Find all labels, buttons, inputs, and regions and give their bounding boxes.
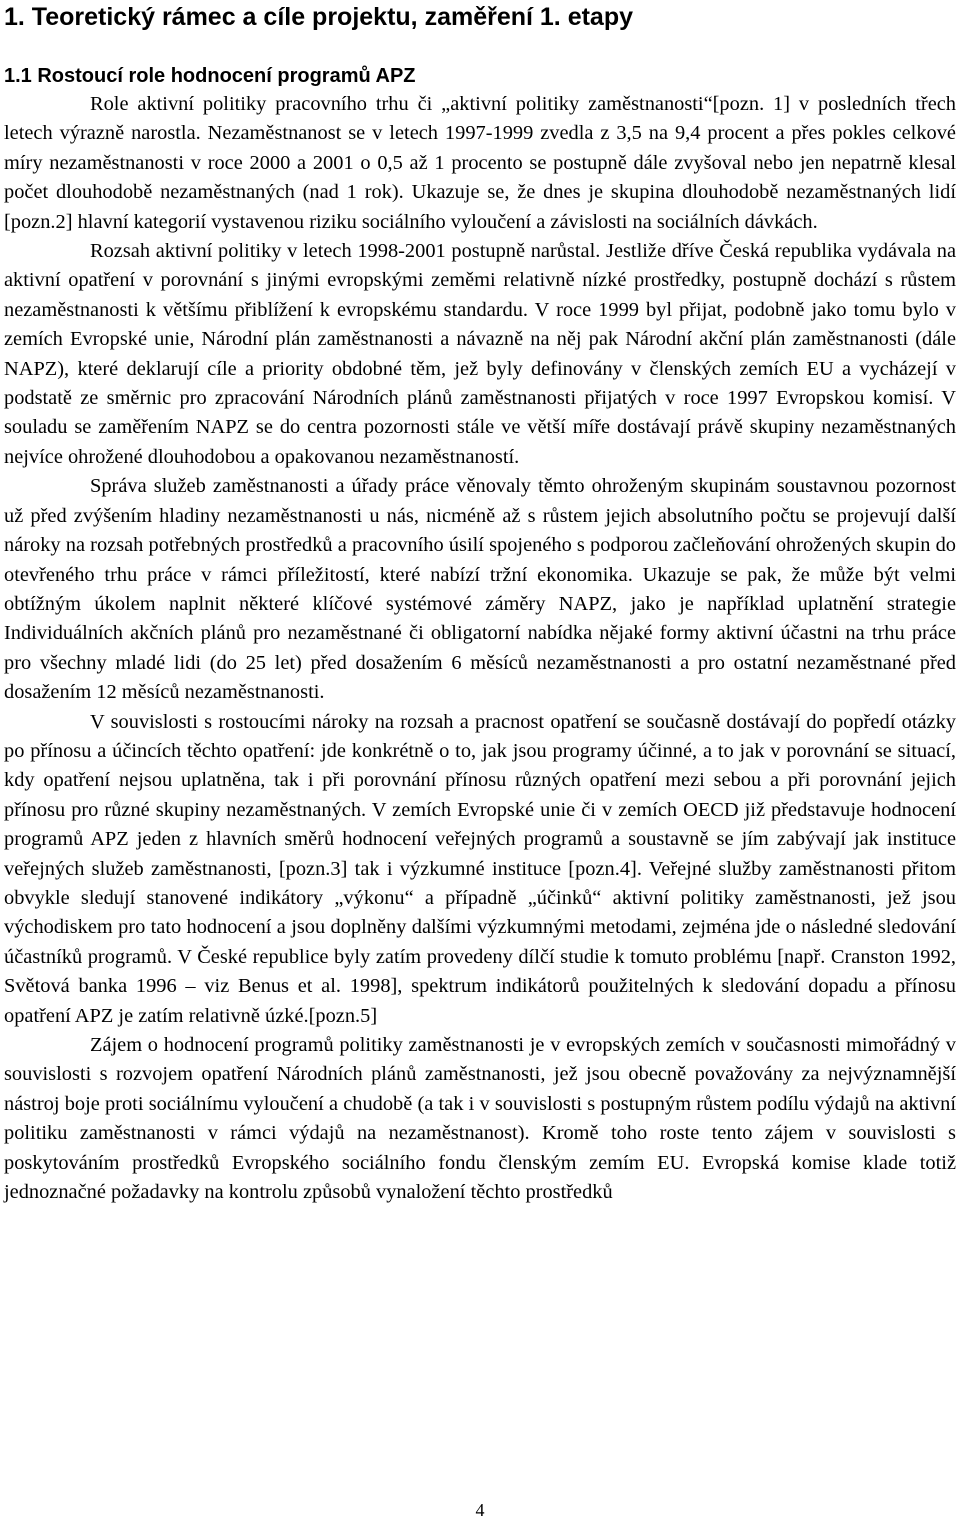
paragraph-1: Role aktivní politiky pracovního trhu či „aktivní politiky zaměstnanosti“[pozn. 1] v posledních třech letech výrazně narostla. Nezaměstnanost se v letech 1997-1999 zvedla z 3,5 na 9,4 procent a přes pokles celkové míry nezaměstnanosti v roce 2000 a 2001 o 0,5 až 1 procento se postupně dále zvyšoval nebo jen nepatrně klesal počet dlouhodobě nezaměstnaných (nad 1 rok). Ukazuje se, že dnes je skupina dlouhodobě nezaměstnaných lidí [pozn.2] hlavní kategorií vystavenou riziku sociálního vyloučení a závislosti na sociálních dávkách. xyxy=(4,93,956,233)
chapter-heading: 1. Teoretický rámec a cíle projektu, zaměření 1. etapy xyxy=(4,3,634,31)
document-page xyxy=(4,0,956,1207)
paragraph-3: Správa služeb zaměstnanosti a úřady práce věnovaly těmto ohroženým skupinám soustavnou pozornost už před zvýšením hladiny nezaměstnanosti u nás, nicméně až s růstem jejich absolutního počtu se projevují další nároky na rozsah potřebných prostředků a pracovního úsilí spojeného s podporou začleňování ohrožených skupin do otevřeného trhu práce v rámci příležitostí, které nabízí tržní ekonomika. Ukazuje se pak, že může být velmi obtížným úkolem naplnit některé klíčové systémové záměry NAPZ, jako je například uplatnění strategie Individuálních akčních plánů pro nezaměstnané či obligatorní nabídka nějaké formy aktivní účastni na trhu práce pro všechny mladé lidi (do 25 let) před dosažením 6 měsíců nezaměstnanosti a pro ostatní nezaměstnané před dosažením 12 měsíců nezaměstnanosti. xyxy=(4,475,956,704)
paragraph-2: Rozsah aktivní politiky v letech 1998-2001 postupně narůstal. Jestliže dříve Česká republika vydávala na aktivní opatření v porovnání s jinými evropskými zeměmi relativně nízké prostředky, postupně dochází s růstem nezaměstnanosti k většímu přiblížení k evropskému standardu. V roce 1999 byl přijat, podobně jako tomu bylo v zemích Evropské unie, Národní plán zaměstnanosti a návazně na něj pak Národní akční plán zaměstnanosti (dále NAPZ), které deklarují cíle a priority obdobné těm, jež byly definovány v členských zemích EU a vycházejí v podstatě ze směrnic pro zpracování Národních plánů zaměstnanosti přijatých v roce 1997 Evropskou komisí. V souladu se zaměřením NAPZ se do centra pozornosti stále ve větší míře dostávají právě skupiny nezaměstnaných nejvíce ohrožené dlouhodobou a opakovanou nezaměstnaností. xyxy=(4,240,956,468)
section-heading: 1.1 Rostoucí role hodnocení programů APZ xyxy=(4,65,416,87)
page-number: 4 xyxy=(475,1500,485,1520)
paragraph-5: Zájem o hodnocení programů politiky zaměstnanosti je v evropských zemích v současnosti mimořádný v souvislosti s rozvojem opatření Národních plánů zaměstnanosti, jež jsou obecně považovány za nejvýznamnější nástroj boje proti sociálnímu vyloučení a chudobě (a tak i v souvislosti s postupným růstem podílu výdajů na aktivní politiku zaměstnanosti v rámci výdajů na nezaměstnanost). Kromě toho roste tento zájem v souvislosti s poskytováním prostředků Evropského sociálního fondu členským zemím EU. Evropská komise klade totiž jednoznačné požadavky na kontrolu způsobů vynaložení těchto prostředků xyxy=(4,1034,956,1204)
paragraph-4: V souvislosti s rostoucími nároky na rozsah a pracnost opatření se současně dostávají do popředí otázky po přínosu a účincích těchto opatření: jde konkrétně o to, jak jsou programy účinné, a to jak v porovnání se situací, kdy opatření nejsou uplatněna, tak i při porovnání přínosu různých opatření mezi sebou a při porovnání jejich přínosu pro různé skupiny nezaměstnaných. V zemích Evropské unie či v zemích OECD již představuje hodnocení programů APZ jeden z hlavních směrů hodnocení veřejných programů a soustavně se jím zabývají jak instituce veřejných služeb zaměstnanosti, [pozn.3] tak i výzkumné instituce [pozn.4]. Veřejné služby zaměstnanosti přitom obvykle sledují stanovené indikátory „výkonu“ a případně „účinků“ aktivní politiky zaměstnanosti, jež jsou východiskem pro tato hodnocení a jsou doplněny dalšími výzkumnými metodami, zejména jde o následné sledování účastníků programů. V České republice byly zatím provedeny dílčí studie k tomuto problému [např. Cranston 1992, Světová banka 1996 – viz Benus et al. 1998], spektrum indikátorů použitelných k sledování dopadu a přínosu opatření APZ je zatím relativně úzké.[pozn.5] xyxy=(4,710,956,1027)
